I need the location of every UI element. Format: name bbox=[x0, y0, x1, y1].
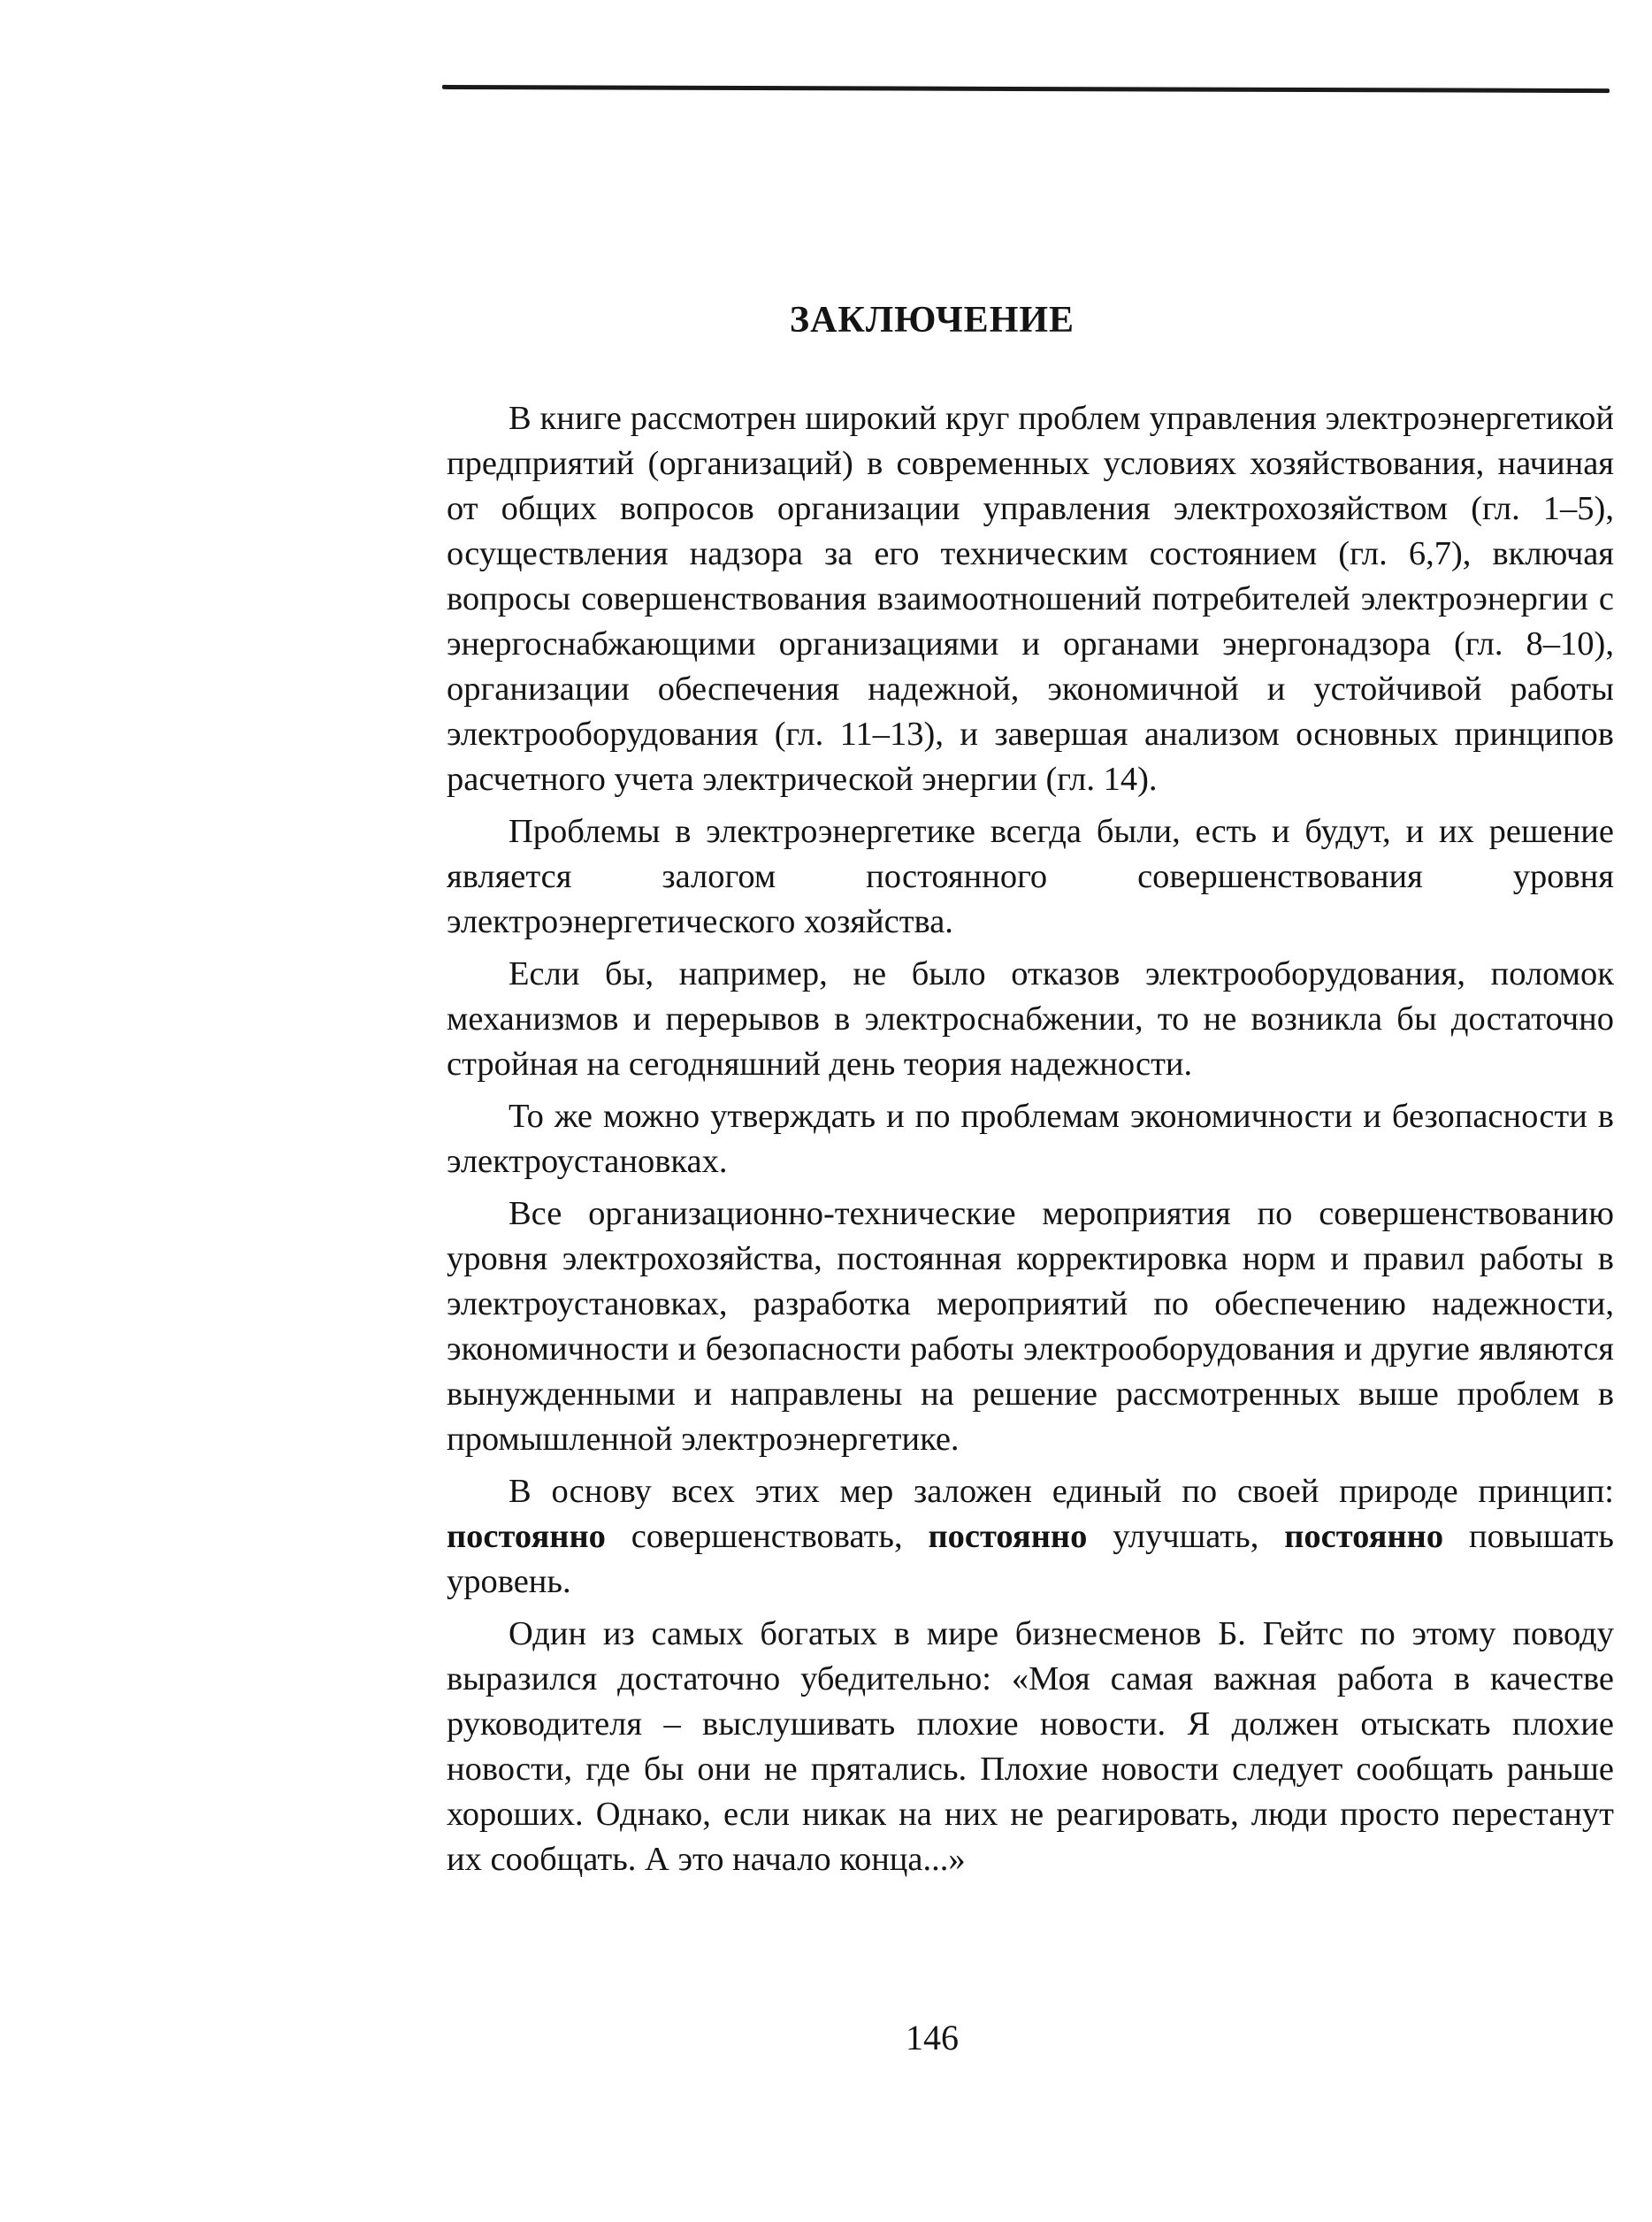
principle-intro: В основу всех этих мер заложен единый по своей природе принцип: bbox=[509, 1473, 1614, 1510]
principle-emphasis-1: постоянно bbox=[447, 1518, 606, 1555]
chapter-heading: ЗАКЛЮЧЕНИЕ bbox=[789, 300, 1075, 341]
paragraph-problems: Проблемы в электроэнергетике всегда были, есть и будут, и их решение является залогом постоянного совершенствования уровня электроэнергетического хозяйства. bbox=[447, 813, 1614, 940]
principle-emphasis-2: постоянно bbox=[928, 1518, 1088, 1555]
paragraph-overview: В книге рассмотрен широкий круг проблем управления электроэнергетикой предприятий (организаций) в современных условиях хозяйствования, начиная от общих вопросов организации управления электрохозяйством (гл. 1–5), осуществления надзора за его техническим состоянием (гл. 6,7), включая вопросы совершенствования взаимоотношений потребителей электроэнергии с энергоснабжающими организациями и органами энергонадзора (гл. 8–10), организации обеспечения надежной, экономичной и устойчивой работы электрооборудования (гл. 11–13), и завершая анализом основных принципов расчетного учета электрической энергии (гл. 14). bbox=[447, 400, 1614, 798]
principle-emphasis-3: постоянно bbox=[1284, 1518, 1444, 1555]
body-text bbox=[447, 396, 1614, 1889]
paragraph-reliability: Если бы, например, не было отказов электрооборудования, поломок механизмов и перерывов в электроснабжении, то не возникла бы достаточно стройная на сегодняшний день теория надежности. bbox=[447, 955, 1614, 1083]
header-rule bbox=[442, 85, 1610, 93]
principle-part-3: повышать уровень. bbox=[447, 1518, 1614, 1600]
paragraph-safety: То же можно утверждать и по проблемам экономичности и безопасности в электроустановках. bbox=[447, 1098, 1614, 1180]
principle-part-2: улучшать, bbox=[1087, 1518, 1285, 1555]
paragraph-measures: Все организационно-технические мероприятия по совершенствованию уровня электрохозяйства, постоянная корректировка норм и правил работы в электроустановках, разработка мероприятий по обеспечению надежности, экономичности и безопасности работы электрооборудования и другие являются вынужденными и направлены на решение рассмотренных выше проблем в промышленной электроэнергетике. bbox=[447, 1195, 1614, 1458]
paragraph-quote: Один из самых богатых в мире бизнесменов Б. Гейтс по этому поводу выразился достаточно убедительно: «Моя самая важная работа в качестве руководителя – выслушивать плохие новости. Я должен отыскать плохие новости, где бы они не прятались. Плохие новости следует сообщать раньше хороших. Однако, если никак на них не реагировать, люди просто перестанут их сообщать. А это начало конца...» bbox=[447, 1615, 1614, 1878]
page-number: 146 bbox=[906, 2018, 959, 2057]
principle-part-1: совершенствовать, bbox=[605, 1518, 929, 1555]
paragraph-principle bbox=[447, 1469, 1614, 1605]
